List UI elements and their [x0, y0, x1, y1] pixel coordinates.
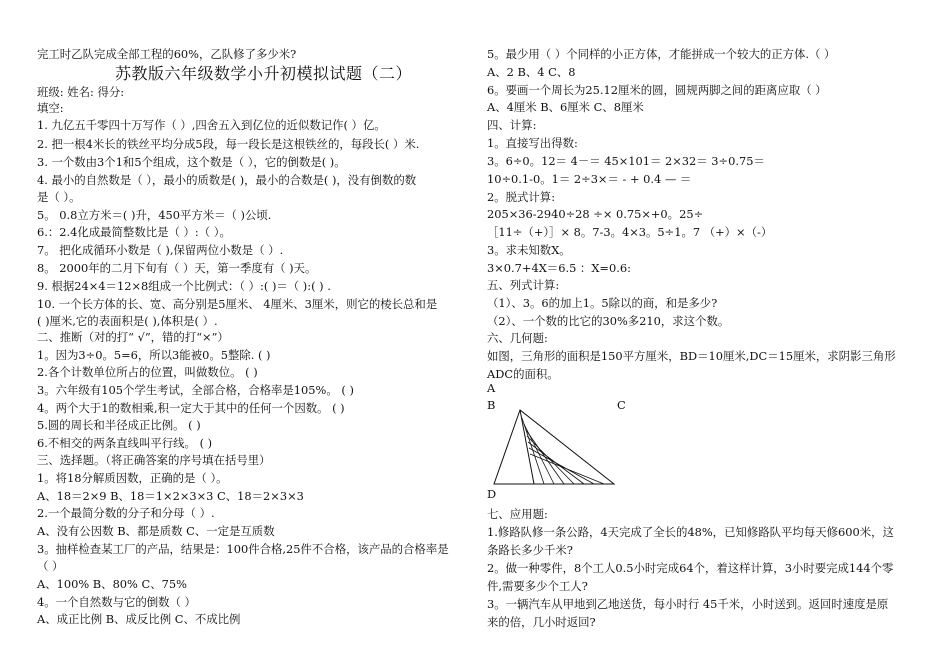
- question-line: （2）、一个数的比它的30%多210，求这个数。: [487, 314, 730, 328]
- question-line: 2.一个最简分数的分子和分母（ ）.: [37, 506, 215, 520]
- question-line: 3×0.7+4X＝6.5 ：X=0.6:: [487, 261, 631, 275]
- question-line: 3。6÷0。12＝ 4－＝ 45×101＝ 2×32＝ 3÷0.75＝: [487, 154, 765, 168]
- student-info: 班级: 姓名: 得分:: [37, 85, 125, 99]
- question-line: 2。做一种零件，8个工人0.5小时完成64个，着这样计算，3小时要完成144个零: [487, 561, 894, 575]
- question-line: 是（ ）。: [37, 190, 81, 204]
- question-line: ADC的面积。: [487, 367, 559, 381]
- question-line: 1. 九亿五千零四十万写作（ ）,四舍五入到亿位的近似数记作( ）亿。: [37, 118, 386, 132]
- question-line: 来的倍，几小时返回?: [487, 615, 596, 629]
- question-line: 条路长多少千米?: [487, 543, 573, 557]
- question-line: 3。六年级有105个学生考试，全部合格，合格率是105%。 ( ): [37, 383, 354, 397]
- label-c: C: [617, 398, 626, 412]
- question-line: 4。一个自然数与它的倒数（ ）: [37, 595, 196, 609]
- label-d: D: [487, 487, 497, 501]
- answer-options: A、4厘米 B、6厘米 C、8厘米: [487, 100, 644, 114]
- section-fill-blank: 填空:: [37, 101, 64, 115]
- question-line: 6.：2.4化成最简整数比是（ ）:（ ）。: [37, 225, 231, 239]
- triangle-outline: [494, 410, 614, 484]
- question-line: 2。脱式计算:: [487, 190, 556, 204]
- question-line: 205×36-2940÷28 ÷× 0.75×+0。25÷: [487, 207, 704, 221]
- section-application: 七、应用题:: [487, 507, 548, 521]
- question-line: 10÷0.1-0。1＝ 2÷3×＝ - + 0.4 — ＝: [487, 172, 692, 186]
- question-line: 3。抽样检查某工厂的产品，结果是：100件合格,25件不合格，该产品的合格率是: [37, 542, 449, 556]
- question-line: 3。求未知数X。: [487, 243, 571, 257]
- question-line: ( )厘米,它的表面积是( ),体积是( ）.: [37, 314, 218, 328]
- page-title: 苏教版六年级数学小升初模拟试题（二）: [115, 64, 413, 83]
- answer-options: A、18＝2×9 B、18＝1×2×3×3 C、18＝2×3×3: [37, 489, 304, 503]
- question-line: 9. 根据24×4＝12×8组成一个比例式：（ ）:( )＝（ ):( ) .: [37, 279, 331, 293]
- question-line: 2.各个计数单位所占的位置，叫做数位。 ( ): [37, 365, 258, 379]
- question-line: 6。要画一个周长为25.12厘米的圆，圆规两脚之间的距离应取（ ）: [487, 83, 827, 97]
- question-line: （1）、3。6的加上1。5除以的商，和是多少?: [487, 296, 718, 310]
- question-line: 1。将18分解质因数，正确的是（ ）。: [37, 471, 228, 485]
- question-line: 3. 一个数由3个1和5个组成，这个数是（ ），它的倒数是( )。: [37, 155, 346, 169]
- answer-options: A、没有公因数 B、都是质数 C、一定是互质数: [37, 524, 275, 538]
- section-true-false: 二、推断（对的打“ √”，错的打“×”）: [37, 330, 229, 344]
- label-b: B: [487, 398, 496, 412]
- answer-options: A、2 B、4 C、8: [487, 65, 576, 79]
- triangle-figure: [482, 380, 632, 502]
- question-line: 5。最少用（ ）个同样的小正方体，才能拼成一个较大的正方体.（ ）: [487, 47, 836, 61]
- question-line: 1.修路队修一条公路，4天完成了全长的48%，已知修路队平均每天修600米，这: [487, 525, 894, 539]
- section-calculation: 四、计算:: [487, 118, 537, 132]
- question-line: 4. 最小的自然数是（ ），最小的质数是( )，最小的合数是( )，没有倒数的数: [37, 173, 417, 187]
- question-line: 4。两个大于1的数相乘,积一定大于其中的任何一个因数。 ( ): [37, 401, 345, 415]
- question-line: 如图，三角形的面积是150平方厘米，BD＝10厘米,DC＝15厘米，求阴影三角形: [487, 349, 896, 363]
- question-line: 7。 把化成循环小数是（ ),保留两位小数是（ ）.: [37, 243, 284, 257]
- answer-options: A、100% B、80% C、75%: [37, 577, 187, 591]
- question-line: 3。一辆汽车从甲地到乙地送货，每小时行 45千米，小时送到。返回时速度是原: [487, 597, 889, 611]
- question-line: 10. 一个长方体的长、宽、高分别是5厘米、 4厘米、3厘米，则它的棱长总和是: [37, 297, 438, 311]
- question-line: 6.不相交的两条直线叫平行线。 ( ): [37, 436, 213, 450]
- label-a: A: [487, 381, 496, 395]
- header-line: 完工时乙队完成全部工程的60%，乙队修了多少米?: [37, 47, 297, 61]
- question-line: 2. 把一根4米长的铁丝平均分成5段，每一段长是这根铁丝的，每段长( ）米.: [37, 137, 420, 151]
- question-line: ［11÷（+）］× 8。7-3。4×3。5÷1。7 （+）×（-）: [487, 225, 773, 239]
- question-line: 8。 2000年的二月下旬有（ ）天，第一季度有（ )天。: [37, 261, 317, 275]
- question-line: 1。因为3÷0。5=6，所以3能被0。5整除. ( ): [37, 348, 271, 362]
- question-line: 5。 0.8立方米＝( )升，450平方米＝（ )公顷.: [37, 208, 272, 222]
- section-expression: 五、列式计算:: [487, 278, 560, 292]
- question-line: 1。直接写出得数:: [487, 136, 578, 150]
- section-geometry: 六、几何题:: [487, 331, 548, 345]
- shading-hatch: [522, 418, 604, 484]
- question-line: 件,需要多少个工人?: [487, 579, 588, 593]
- answer-options: A、成正比例 B、成反比例 C、不成比例: [37, 612, 241, 626]
- question-line: 5.圆的周长和半径成正比例。 ( ): [37, 418, 201, 432]
- question-line: （ ）: [37, 559, 64, 573]
- section-choice: 三、选择题。（将正确答案的序号填在括号里）: [37, 453, 271, 467]
